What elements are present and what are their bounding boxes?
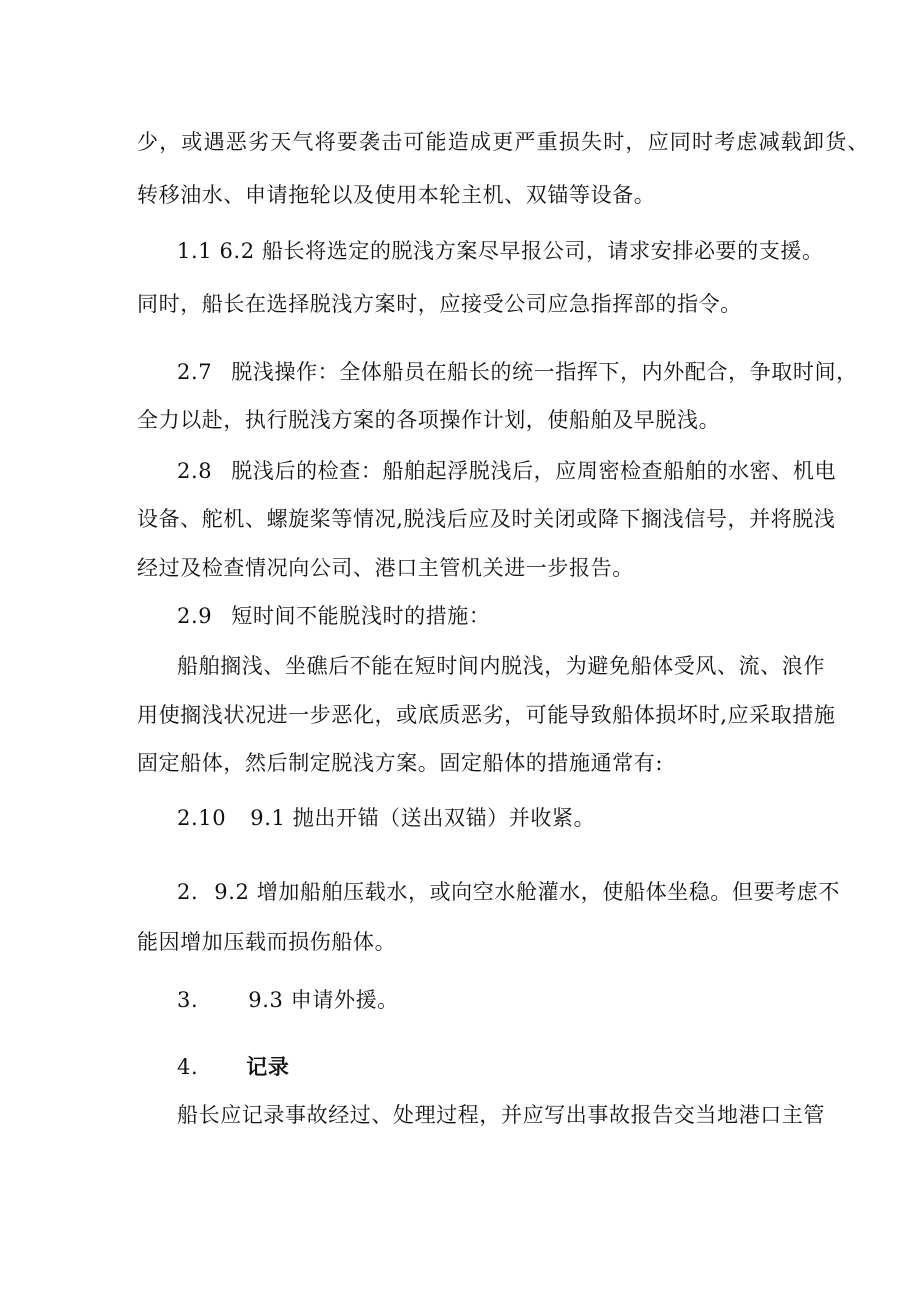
paragraph-line: 用使搁浅状况进一步恶化，或底质恶劣，可能导致船体损坏时,应采取措施 [137, 703, 836, 727]
paragraph-line: 船舶搁浅、坐礁后不能在短时间内脱浅，为避免船体受风、流、浪作 [177, 654, 825, 678]
paragraph-text: 船长将选定的脱浅方案尽早报公司，请求安排必要的支援。 [261, 239, 824, 263]
paragraph-line: 全力以赴，执行脱浅方案的各项操作计划，使船舶及早脱浅。 [137, 408, 721, 432]
paragraph-text: 短时间不能脱浅时的措施： [231, 604, 491, 628]
paragraph-line: 同时，船长在选择脱浅方案时，应接受公司应急指挥部的指令。 [137, 292, 742, 316]
paragraph-line [177, 877, 840, 907]
paragraph-line: 经过及检查情况向公司、港口主管机关进一步报告。 [137, 556, 634, 580]
section-number: 1.1 6.2 [177, 239, 255, 263]
subsection-number: 9.1 [250, 806, 286, 830]
paragraph-line: 转移油水、申请拖轮以及使用本轮主机、双锚等设备。 [137, 183, 656, 207]
section-number: 2.10 [177, 806, 227, 830]
paragraph-line [177, 357, 858, 387]
section-number: 2.7 [177, 360, 213, 384]
paragraph-line: 少，或遇恶劣天气将要袭击可能造成更严重损失时，应同时考虑减载卸货、 [137, 130, 870, 154]
section-number: 2.9 [177, 604, 213, 628]
paragraph-line [177, 985, 399, 1015]
paragraph-line: 固定船体，然后制定脱浅方案。固定船体的措施通常有: [137, 751, 664, 775]
paragraph-line [177, 601, 490, 631]
section-number: 2. [177, 880, 199, 904]
section-number: 4. [177, 1055, 199, 1079]
paragraph-line: 船长应记录事故经过、处理过程，并应写出事故报告交当地港口主管 [177, 1103, 825, 1127]
paragraph-line [177, 456, 836, 486]
subsection-number: 9.2 [214, 880, 250, 904]
section-number: 2.8 [177, 459, 213, 483]
paragraph-text: 脱浅操作：全体船员在船长的统一指挥下，内外配合，争取时间， [231, 360, 858, 384]
paragraph-text: 抛出开锚（送出双锚）并收紧。 [292, 806, 596, 830]
paragraph-line [177, 236, 824, 266]
subsection-number: 9.3 [248, 988, 284, 1012]
paragraph-line: 设备、舵机、螺旋桨等情况,脱浅后应及时关闭或降下搁浅信号，并将脱浅 [137, 507, 836, 531]
paragraph-text: 脱浅后的检查：船舶起浮脱浅后，应周密检查船舶的水密、机电 [231, 459, 837, 483]
heading-title: 记录 [246, 1055, 290, 1079]
section-heading [177, 1052, 289, 1082]
paragraph-text: 申请外援。 [290, 988, 399, 1012]
section-number: 3. [177, 988, 199, 1012]
paragraph-line: 能因增加压载而损伤船体。 [137, 930, 397, 954]
paragraph-text: 增加船舶压载水，或向空水舱灌水，使船体坐稳。但要考虑不 [256, 880, 840, 904]
paragraph-line [177, 803, 595, 833]
